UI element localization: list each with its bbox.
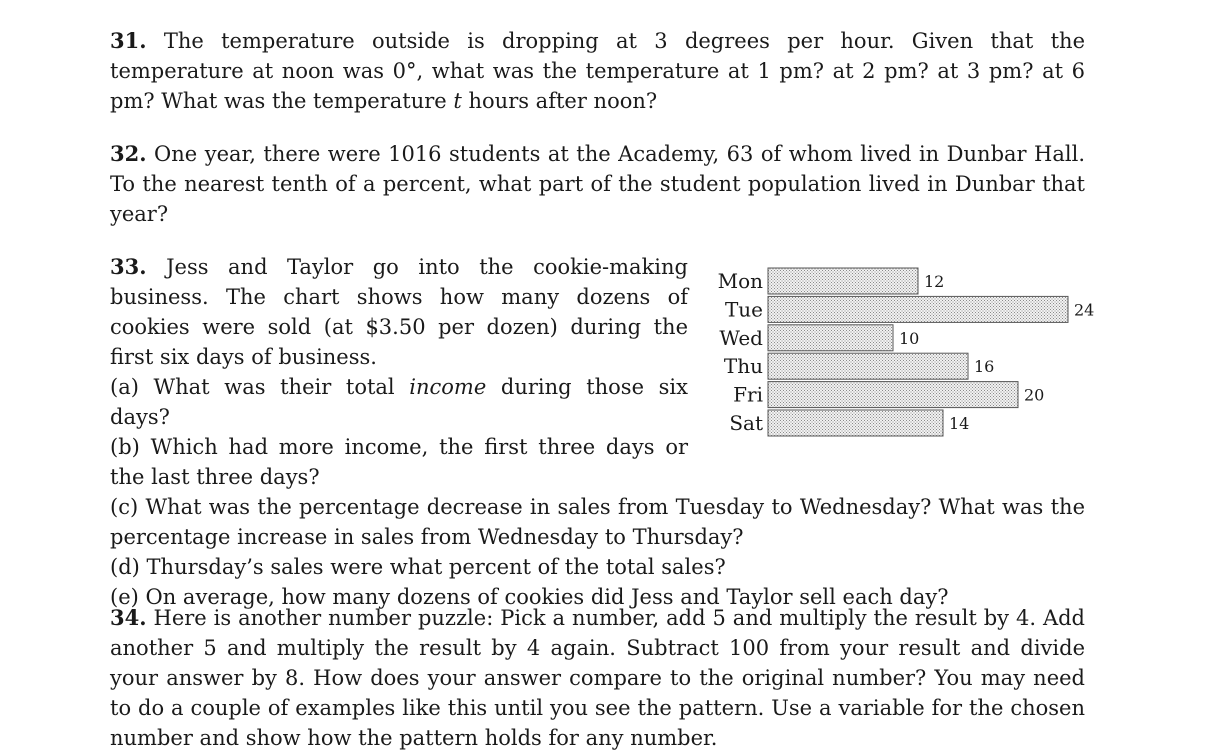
sub-question-text: On average, how many dozens of cookies did Jess and Taylor sell each day? xyxy=(145,585,949,609)
bar xyxy=(768,325,893,351)
category-label: Thu xyxy=(723,354,763,379)
sub-question-label: (c) xyxy=(110,495,139,519)
problem-31 xyxy=(110,26,1085,116)
problem-number: 31. xyxy=(110,28,147,53)
problem-32 xyxy=(110,139,1085,229)
category-label: Wed xyxy=(719,325,763,350)
data-label: 12 xyxy=(924,272,945,291)
bar xyxy=(768,410,943,436)
problem-text: Here is another number puzzle: Pick a number, add 5 and multiply the result by 4. Add another 5 and multiply the result by 4 again. Subtract 100 from your result and divide your answer by 8. How does your answer compare to the original number? You may need to do a couple of examples like this until you see the pattern. Use a variable for the chosen number and show how the pattern holds for any number. xyxy=(110,606,1085,750)
sub-question-label: (b) xyxy=(110,435,140,459)
problem-text: Jess and Taylor go into the cookie-making business. The chart shows how many dozens of cookies were sold (at $3.50 per dozen) during the first six days of business. xyxy=(110,255,688,369)
sub-question-d xyxy=(110,552,1085,582)
sub-question-text: Which had more income, the first three days or the last three days? xyxy=(110,435,688,489)
category-label: Fri xyxy=(733,382,763,407)
problem-34 xyxy=(110,603,1085,753)
data-label: 16 xyxy=(974,357,995,377)
sub-question-label: (e) xyxy=(110,585,139,609)
sub-question-c xyxy=(110,492,1085,552)
sub-question-b xyxy=(110,432,688,492)
bar xyxy=(768,296,1068,322)
bar xyxy=(768,382,1018,408)
category-label: Mon xyxy=(717,269,763,293)
problem-number: 34. xyxy=(110,605,147,630)
problem-number: 33. xyxy=(110,254,147,279)
problem-number: 32. xyxy=(110,141,147,166)
data-label: 24 xyxy=(1074,300,1095,320)
problem-text: One year, there were 1016 students at the Academy, 63 of whom lived in Dunbar Hall. To the nearest tenth of a percent, what part of the student population lived in Dunbar that year? xyxy=(110,142,1085,226)
sub-question-text: What was their total income during those six days? xyxy=(110,375,688,429)
data-label: 20 xyxy=(1024,385,1045,405)
bar xyxy=(768,268,918,294)
bar xyxy=(768,353,968,379)
sub-question-text: Thursday’s sales were what percent of the total sales? xyxy=(146,555,726,579)
sub-question-label: (a) xyxy=(110,375,139,399)
problem-text: The temperature outside is dropping at 3 degrees per hour. Given that the temperature at noon was 0°, what was the temperature at 1 pm? at 2 pm? at 3 pm? at 6 pm? What was the temperature t hours after noon? xyxy=(110,29,1085,113)
sub-question-text: What was the percentage decrease in sales from Tuesday to Wednesday? What was the percentage increase in sales from Wednesday to Thursday? xyxy=(110,495,1085,549)
data-label: 14 xyxy=(949,414,970,433)
sub-question-label: (d) xyxy=(110,555,140,579)
category-label: Tue xyxy=(724,297,763,322)
category-label: Sat xyxy=(729,411,763,435)
cookie-sales-chart xyxy=(600,240,1095,435)
data-label: 10 xyxy=(899,328,920,348)
bar-chart-svg xyxy=(600,240,1095,435)
